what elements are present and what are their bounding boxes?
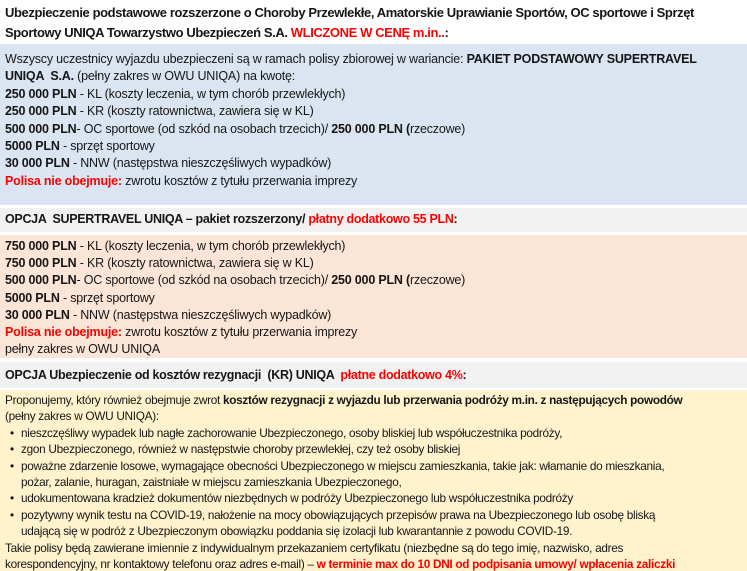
text-segment: Polisa nie obejmuje:	[5, 325, 122, 340]
text-segment: Proponujemy, który również obejmuje zwrot	[5, 393, 223, 407]
text-line	[5, 540, 743, 556]
text-segment: - KR (koszty ratownictwa, zawiera się w KL)	[76, 104, 314, 119]
text-line	[5, 103, 743, 120]
text-line	[5, 556, 743, 571]
text-line	[5, 441, 743, 457]
text-segment: Polisa nie obejmuje:	[5, 173, 122, 188]
text-segment: 30 000 PLN	[5, 156, 70, 171]
text-segment: - KL (koszty leczenia, w tym chorób przewlekłych)	[76, 86, 346, 101]
text-segment: 750 000 PLN	[5, 256, 77, 271]
text-segment: - KR (koszty ratownictwa, zawiera się w KL)	[76, 256, 314, 271]
text-segment: płatne dodatkowo 4%	[340, 368, 463, 382]
text-segment: rzeczowe)	[409, 273, 466, 288]
text-segment: Wszyscy uczestnicy wyjazdu ubezpieczeni są w ramach polisy zbiorowej w wariancie:	[5, 52, 467, 66]
text-segment: 5000 PLN	[5, 139, 60, 154]
text-segment: - KL (koszty leczenia, w tym chorób przewlekłych)	[76, 239, 346, 253]
bullet-icon: •	[10, 442, 14, 457]
text-segment: nieszczęśliwy wypadek lub nagłe zachorowanie Ubezpieczonego, osoby bliskiej lub współuczestnika podróży,	[21, 425, 563, 440]
text-line	[5, 155, 743, 172]
text-line	[5, 121, 743, 138]
text-line	[5, 324, 743, 341]
section-header-supertravel-option	[0, 208, 747, 232]
text-segment: Takie polisy będą zawierane imiennie z indywidualnym przekazaniem certyfikatu (niezbędne są do tego imię, nazwisko, adres	[5, 540, 624, 555]
bullet-icon: •	[10, 458, 14, 473]
text-segment: PAKIET PODSTAWOWY SUPERTRAVEL	[466, 52, 697, 66]
text-segment: 250 000 PLN	[5, 104, 77, 119]
text-segment: udokumentowana kradzież dokumentów niezbędnych w podróży Ubezpieczonego lub współuczestnika podróży	[21, 491, 573, 506]
text-line	[5, 212, 743, 226]
text-segment: zwrotu kosztów z tytułu przerwania imprezy	[121, 325, 358, 340]
bullet-icon: •	[10, 491, 14, 506]
text-line	[5, 272, 743, 289]
text-line	[5, 474, 743, 490]
text-segment: pełny zakres w OWU UNIQA	[5, 342, 160, 357]
section-title-basic-insurance	[0, 0, 747, 44]
section-header-kr-option	[0, 362, 747, 388]
text-line	[5, 23, 743, 43]
section-pakiet-rozszerzony	[0, 235, 747, 358]
text-segment: 30 000 PLN	[5, 307, 70, 322]
text-segment: rzeczowe)	[409, 121, 466, 136]
text-segment: 5000 PLN	[5, 290, 60, 305]
text-segment: (pełny zakres w OWU UNIQA) na kwotę:	[77, 69, 296, 84]
text-line	[5, 507, 743, 523]
text-line	[5, 341, 743, 358]
text-line	[5, 238, 743, 255]
bullet-icon: •	[10, 425, 14, 440]
text-line	[5, 51, 743, 68]
text-segment: Sportowy UNIQA Towarzystwo Ubezpieczeń S.A.	[5, 24, 291, 40]
section-kr-details	[0, 390, 747, 571]
text-line	[5, 490, 743, 506]
text-segment: WLICZONE W CENĘ m.in..	[290, 24, 445, 40]
text-segment: :	[462, 368, 467, 382]
text-segment: 250 000 PLN	[5, 86, 77, 101]
text-segment: pozytywny wynik testu na COVID-19, nałożenie na mocy obowiązujących przepisów prawa na Ubezpieczonego lub osobę bliską	[21, 507, 656, 522]
text-segment: OPCJA SUPERTRAVEL UNIQA – pakiet rozszerzony/	[5, 212, 309, 226]
text-line	[5, 425, 743, 441]
text-segment: - NNW (następstwa nieszczęśliwych wypadków)	[69, 307, 332, 322]
text-segment: korespondencyjny, nr kontaktowy telefonu oraz adres e-mail) –	[5, 557, 317, 571]
text-segment: kosztów rezygnacji z wyjazdu lub przerwania podróży m.in. z następujących powodów	[222, 393, 683, 407]
text-segment: 250 000 PLN (	[331, 273, 410, 288]
section-pakiet-podstawowy	[0, 44, 747, 205]
text-segment: zgon Ubezpieczonego, również w następstwie choroby przewlekłej, czy też osoby bliskiej	[21, 442, 461, 457]
text-segment: poważne zdarzenie losowe, wymagające obecności Ubezpieczonego w miejscu zamieszkania, takie jak: włamanie do mieszkania,	[21, 458, 665, 473]
text-line	[5, 86, 743, 103]
text-segment: (pełny zakres w OWU UNIQA):	[5, 409, 159, 424]
text-line	[5, 3, 743, 23]
text-line	[5, 458, 743, 474]
text-segment: - OC sportowe (od szkód na osobach trzecich)/	[76, 121, 332, 136]
text-line	[5, 408, 743, 424]
text-segment: - sprzęt sportowy	[59, 290, 155, 305]
text-line	[5, 173, 743, 190]
text-segment: 500 000 PLN	[5, 273, 77, 288]
text-line	[5, 392, 743, 408]
text-segment: :	[444, 24, 449, 40]
bullet-icon: •	[10, 507, 14, 522]
text-segment: :	[453, 212, 458, 226]
text-line	[5, 307, 743, 324]
text-segment: 750 000 PLN	[5, 239, 77, 253]
text-segment: - NNW (następstwa nieszczęśliwych wypadków)	[69, 156, 332, 171]
text-line	[5, 290, 743, 307]
text-segment: zwrotu kosztów z tytułu przerwania imprezy	[121, 173, 358, 188]
text-segment: udającą się w podróż z Ubezpieczonym obowiązku poddania się izolacji lub kwarantannie z powodu COVID-19.	[21, 524, 573, 539]
text-segment: 500 000 PLN	[5, 121, 77, 136]
text-line	[5, 68, 743, 85]
text-segment: pożar, zalanie, huragan, zaistniałe w miejscu zamieszkania Ubezpieczonego,	[21, 475, 402, 490]
text-line	[5, 523, 743, 539]
text-line	[5, 368, 743, 382]
text-line	[5, 255, 743, 272]
text-segment: - sprzęt sportowy	[59, 139, 155, 154]
text-segment: Ubezpieczenie podstawowe rozszerzone o Choroby Przewlekłe, Amatorskie Uprawianie Sportów, OC sportowe i Sprzęt	[5, 5, 694, 20]
text-segment: - OC sportowe (od szkód na osobach trzecich)/	[76, 273, 332, 288]
text-segment: OPCJA Ubezpieczenie od kosztów rezygnacji (KR) UNIQA	[5, 368, 341, 382]
text-segment: 250 000 PLN (	[331, 121, 410, 136]
text-segment: płatny dodatkowo 55 PLN	[308, 212, 454, 226]
text-segment: w terminie max do 10 DNI od podpisania umowy/ wpłacenia zaliczki	[316, 557, 676, 571]
text-segment: UNIQA S.A.	[5, 69, 78, 84]
text-line	[5, 138, 743, 155]
